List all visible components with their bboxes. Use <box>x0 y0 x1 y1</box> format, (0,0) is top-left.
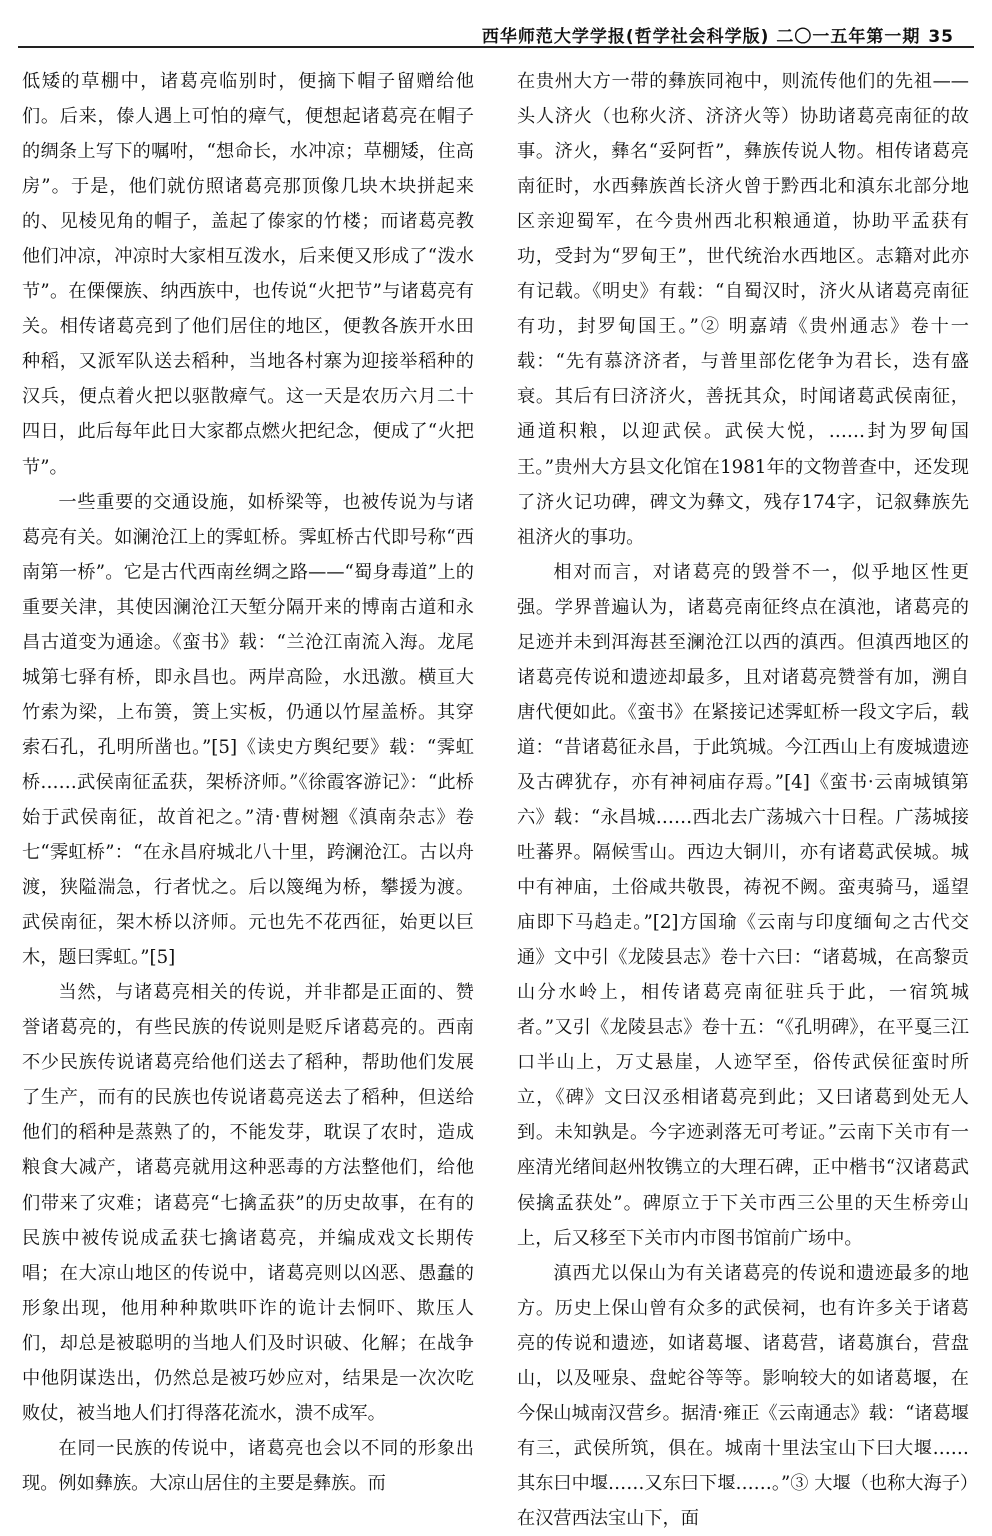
paragraph: 在贵州大方一带的彝族同袍中，则流传他们的先祖——头人济火（也称火济、济济火等）协助诸葛亮南征的故事。济火，彝名“妥阿哲”，彝族传说人物。相传诸葛亮南征时，水西彝族酋长济火曾于黔西北和滇东北部分地区亲迎蜀军，在今贵州西北积粮通道，协助平孟获有功，受封为“罗甸王”，世代统治水西地区。志籍对此亦有记载。《明史》有载：“自蜀汉时，济火从诸葛亮南征有功，封罗甸国王。”② 明嘉靖《贵州通志》卷十一载：“先有慕济济者，与普里部仡佬争为君长，迭有盛衰。其后有曰济济火，善抚其众，时闻诸葛武侯南征，通道积粮，以迎武侯。武侯大悦，……封为罗甸国王。”贵州大方县文化馆在1981年的文物普查中，还发现了济火记功碑，碑文为彝文，残存174字，记叙彝族先祖济火的事功。 <box>517 71 969 548</box>
paragraph: 一些重要的交通设施，如桥梁等，也被传说为与诸葛亮有关。如澜沧江上的霁虹桥。霁虹桥古代即号称“西南第一桥”。它是古代西南丝绸之路——“蜀身毒道”上的重要关津，其使因澜沧江天堑分隔开来的博南古道和永昌古道变为通途。《蛮书》载：“兰沧江南流入海。龙尾城第七驿有桥，即永昌也。两岸高险，水迅激。横亘大竹索为梁，上布箦，箦上实板，仍通以竹屋盖桥。其穿索石孔，孔明所凿也。”[5]《读史方舆纪要》载：“霁虹桥……武侯南征孟获，架桥济师。”《徐霞客游记》：“此桥始于武侯南征，故首祀之。”清·曹树翘《滇南杂志》卷七“霁虹桥”：“在永昌府城北八十里，跨澜沧江。古以舟渡，狭隘湍急，行者忧之。后以篾绳为桥，攀援为渡。武侯南征，架木桥以济师。元也先不花西征，始更以巨木，题曰霁虹。”[5] <box>22 491 474 969</box>
running-header <box>18 12 974 48</box>
journal-title: 西华师范大学学报(哲学社会科学版) 二〇一五年第一期 <box>481 27 921 47</box>
paragraph: 在同一民族的传说中，诸葛亮也会以不同的形象出现。例如彝族。大凉山居住的主要是彝族。而 <box>22 1437 474 1494</box>
header-text <box>482 22 954 47</box>
page-number: 35 <box>928 27 954 47</box>
paragraph: 滇西尤以保山为有关诸葛亮的传说和遗迹最多的地方。历史上保山曾有众多的武侯祠，也有许多关于诸葛亮的传说和遗迹，如诸葛堰、诸葛营，诸葛旗台，营盘山，以及哑泉、盘蛇谷等等。影响较大的如诸葛堰，在今保山城南汉营乡。据清·雍正《云南通志》载：“诸葛堰有三，武侯所筑，俱在。城南十里法宝山下曰大堰……其东曰中堰……又东曰下堰……。”③ 大堰（也称大海子）在汉营西法宝山下，面 <box>517 1262 969 1529</box>
paragraph: 低矮的草棚中，诸葛亮临别时，便摘下帽子留赠给他们。后来，傣人遇上可怕的瘴气，便想起诸葛亮在帽子的绸条上写下的嘱咐，“想命长，水冲凉；草棚矮，住高房”。于是，他们就仿照诸葛亮那顶像几块木块拼起来的、见棱见角的帽子，盖起了傣家的竹楼；而诸葛亮教他们冲凉，冲凉时大家相互泼水，后来便又形成了“泼水节”。在傈僳族、纳西族中，也传说“火把节”与诸葛亮有关。相传诸葛亮到了他们居住的地区，便教各族开水田种稻，又派军队送去稻种，当地各村寨为迎接举稻种的汉兵，便点着火把以驱散瘴气。这一天是农历六月二十四日，此后每年此日大家都点燃火把纪念，便成了“火把节”。 <box>22 71 474 478</box>
paragraph: 当然，与诸葛亮相关的传说，并非都是正面的、赞誉诸葛亮的，有些民族的传说则是贬斥诸葛亮的。西南不少民族传说诸葛亮给他们送去了稻种，帮助他们发展了生产，而有的民族也传说诸葛亮送去了稻种，但送给他们的稻种是蒸熟了的，不能发芽，耽误了农时，造成粮食大减产，诸葛亮就用这种恶毒的方法整他们，给他们带来了灾难；诸葛亮“七擒孟获”的历史故事，在有的民族中被传说成孟获七擒诸葛亮，并编成戏文长期传唱；在大凉山地区的传说中，诸葛亮则以凶恶、愚蠢的形象出现，他用种种欺哄吓诈的诡计去恫吓、欺压人们，却总是被聪明的当地人们及时识破、化解；在战争中他阴谋迭出，仍然总是被巧妙应对，结果是一次次吃败仗，被当地人们打得落花流水，溃不成军。 <box>22 982 474 1424</box>
left-column <box>22 64 474 1501</box>
paragraph: 相对而言，对诸葛亮的毁誉不一，似乎地区性更强。学界普遍认为，诸葛亮南征终点在滇池，诸葛亮的足迹并未到洱海甚至澜沧江以西的滇西。但滇西地区的诸葛亮传说和遗迹却最多，且对诸葛亮赞誉有加，溯自唐代便如此。《蛮书》在紧接记述霁虹桥一段文字后，载道：“昔诸葛征永昌，于此筑城。今江西山上有废城遗迹及古碑犹存，亦有神祠庙存焉。”[4]《蛮书·云南城镇第六》载：“永昌城……西北去广荡城六十日程。广荡城接吐蕃界。隔候雪山。西边大铜川，亦有诸葛武侯城。城中有神庙，土俗咸共敬畏，祷祝不阙。蛮夷骑马，遥望庙即下马趋走。”[2]方国瑜《云南与印度缅甸之古代交通》文中引《龙陵县志》卷十六曰：“诸葛城，在高黎贡山分水岭上，相传诸葛亮南征驻兵于此，一宿筑城者。”又引《龙陵县志》卷十五：“《孔明碑》，在平戛三江口半山上，万丈悬崖，人迹罕至，俗传武侯征蛮时所立，《碑》文曰汉丞相诸葛亮到此；又曰诸葛到处无人到。未知孰是。今字迹剥落无可考证。”云南下关市有一座清光绪间赵州牧镌立的大理石碑，正中楷书“汉诸葛武侯擒孟获处”。碑原立于下关市西三公里的天生桥旁山上，后又移至下关市内市图书馆前广场中。 <box>517 561 969 1249</box>
right-column <box>517 64 969 1536</box>
